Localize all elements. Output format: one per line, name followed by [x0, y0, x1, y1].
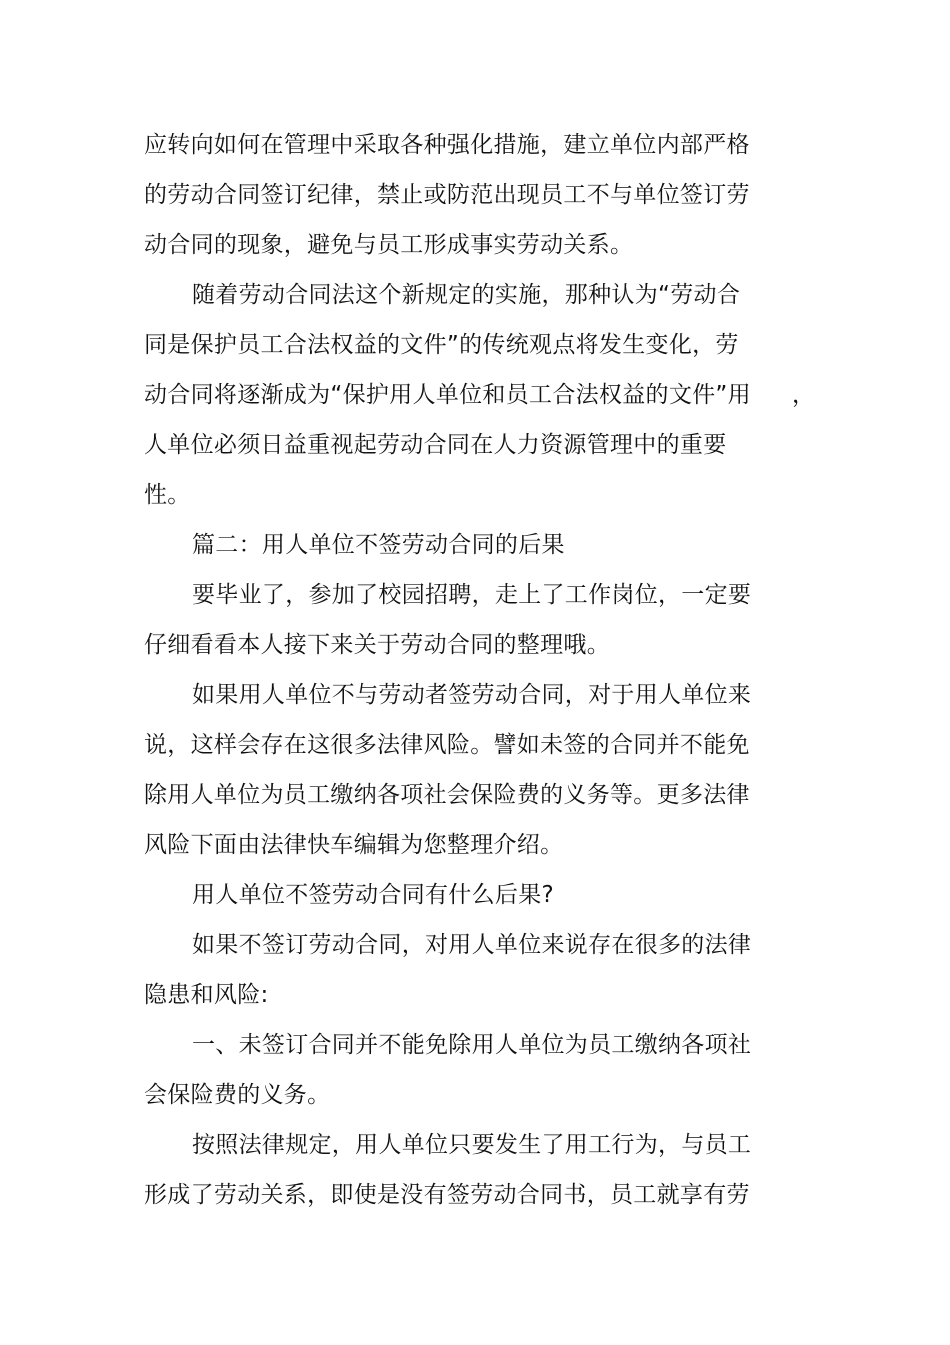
paragraph-5: 如果不签订劳动合同，对用人单位来说存在很多的法律隐患和风险:: [144, 932, 752, 1008]
paragraph-2: 随着劳动合同法这个新规定的实施，那种认为“劳动合同是保护员工合法权益的文件”的传统观点将发生变化，劳动合同将逐渐成为“保护用人单位和员工合法权益的文件”用人单位必须日益重视起劳动合同在人力资源管理中的重要性。: [144, 282, 751, 508]
question-line: 用人单位不签劳动合同有什么后果?: [192, 882, 555, 908]
stray-comma: ，: [792, 382, 815, 408]
paragraph-3: 要毕业了，参加了校园招聘，走上了工作岗位，一定要仔细看看本人接下来关于劳动合同的整理哦。: [144, 582, 752, 658]
document-body: [144, 120, 754, 1220]
list-item-1: 一、未签订合同并不能免除用人单位为员工缴纳各项社会保险费的义务。: [144, 1032, 752, 1108]
paragraph-6: 按照法律规定，用人单位只要发生了用工行为，与员工形成了劳动关系，即使是没有签劳动合同书，员工就享有劳: [144, 1132, 752, 1208]
paragraph-4: 如果用人单位不与劳动者签劳动合同，对于用人单位来说，这样会存在这很多法律风险。譬如未签的合同并不能免除用人单位为员工缴纳各项社会保险费的义务等。更多法律风险下面由法律快车编辑为您整理介绍。: [144, 682, 752, 858]
section-heading: 篇二：用人单位不签劳动合同的后果: [192, 532, 565, 558]
paragraph-1: 应转向如何在管理中采取各种强化措施，建立单位内部严格的劳动合同签订纪律，禁止或防范出现员工不与单位签订劳动合同的现象，避免与员工形成事实劳动关系。: [144, 132, 750, 258]
